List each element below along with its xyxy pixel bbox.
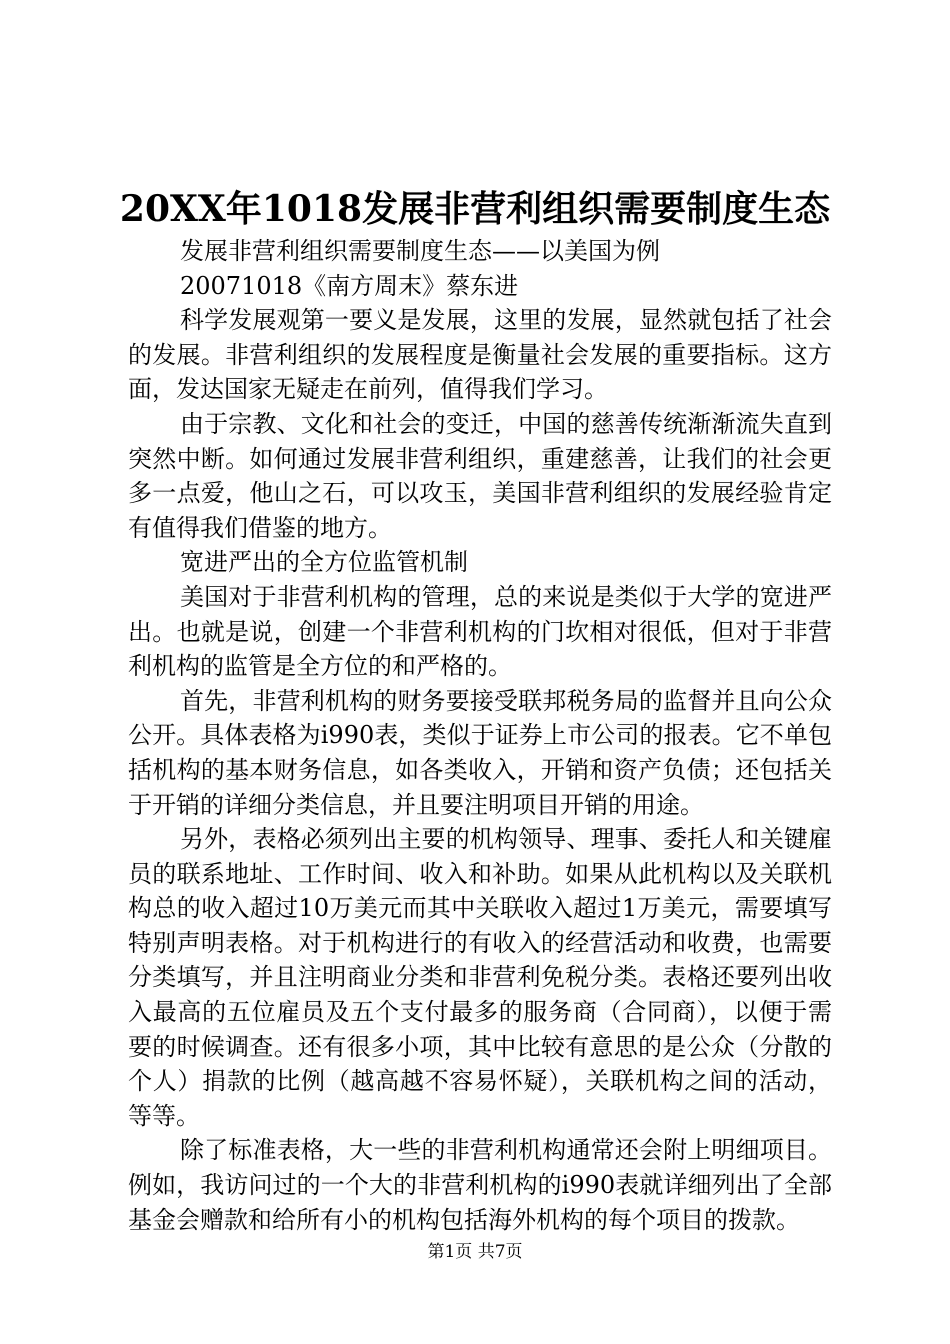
body-paragraph: 由于宗教、文化和社会的变迁，中国的慈善传统渐渐流失直到突然中断。如何通过发展非营利组织，重建慈善，让我们的社会更多一点爱，他山之石，可以攻玉，美国非营利组织的发展经验肯定有值得我们借鉴的地方。 [128, 409, 832, 542]
body-paragraph: 科学发展观第一要义是发展，这里的发展，显然就包括了社会的发展。非营利组织的发展程度是衡量社会发展的重要指标。这方面，发达国家无疑走在前列，值得我们学习。 [128, 306, 832, 404]
document-title: 20XX年1018发展非营利组织需要制度生态 [119, 188, 831, 230]
body-paragraph: 除了标准表格，大一些的非营利机构通常还会附上明细项目。例如，我访问过的一个大的非营利机构的i990表就详细列出了全部基金会赠款和给所有小的机构包括海外机构的每个项目的拨款。 [128, 1136, 832, 1234]
source-paragraph: 20071018《南方周末》蔡东进 [180, 271, 519, 300]
body-paragraph: 美国对于非营利机构的管理，总的来说是类似于大学的宽进严出。也就是说，创建一个非营利机构的门坎相对很低，但对于非营利机构的监管是全方位的和严格的。 [128, 582, 832, 681]
document-body [128, 234, 832, 1237]
body-paragraph: 首先，非营利机构的财务要接受联邦税务局的监督并且向公众公开。具体表格为i990表，类似于证券上市公司的报表。它不单包括机构的基本财务信息，如各类收入，开销和资产负债；还包括关于开销的详细分类信息，并且要注明项目开销的用途。 [128, 686, 832, 819]
section-heading: 宽进严出的全方位监管机制 [180, 548, 468, 577]
subtitle-paragraph: 发展非营利组织需要制度生态——以美国为例 [180, 237, 660, 265]
body-paragraph: 另外，表格必须列出主要的机构领导、理事、委托人和关键雇员的联系地址、工作时间、收入和补助。如果从此机构以及关联机构总的收入超过10万美元而其中关联收入超过1万美元，需要填写特别声明表格。对于机构进行的有收入的经营活动和收费，也需要分类填写，并且注明商业分类和非营利免税分类。表格还要列出收入最高的五位雇员及五个支付最多的服务商（合同商），以便于需要的时候调查。还有很多小项，其中比较有意思的是公众（分散的个人）捐款的比例（越高越不容易怀疑），关联机构之间的活动，等等。 [128, 825, 832, 1130]
page-number: 第1页 共7页 [427, 1242, 523, 1262]
